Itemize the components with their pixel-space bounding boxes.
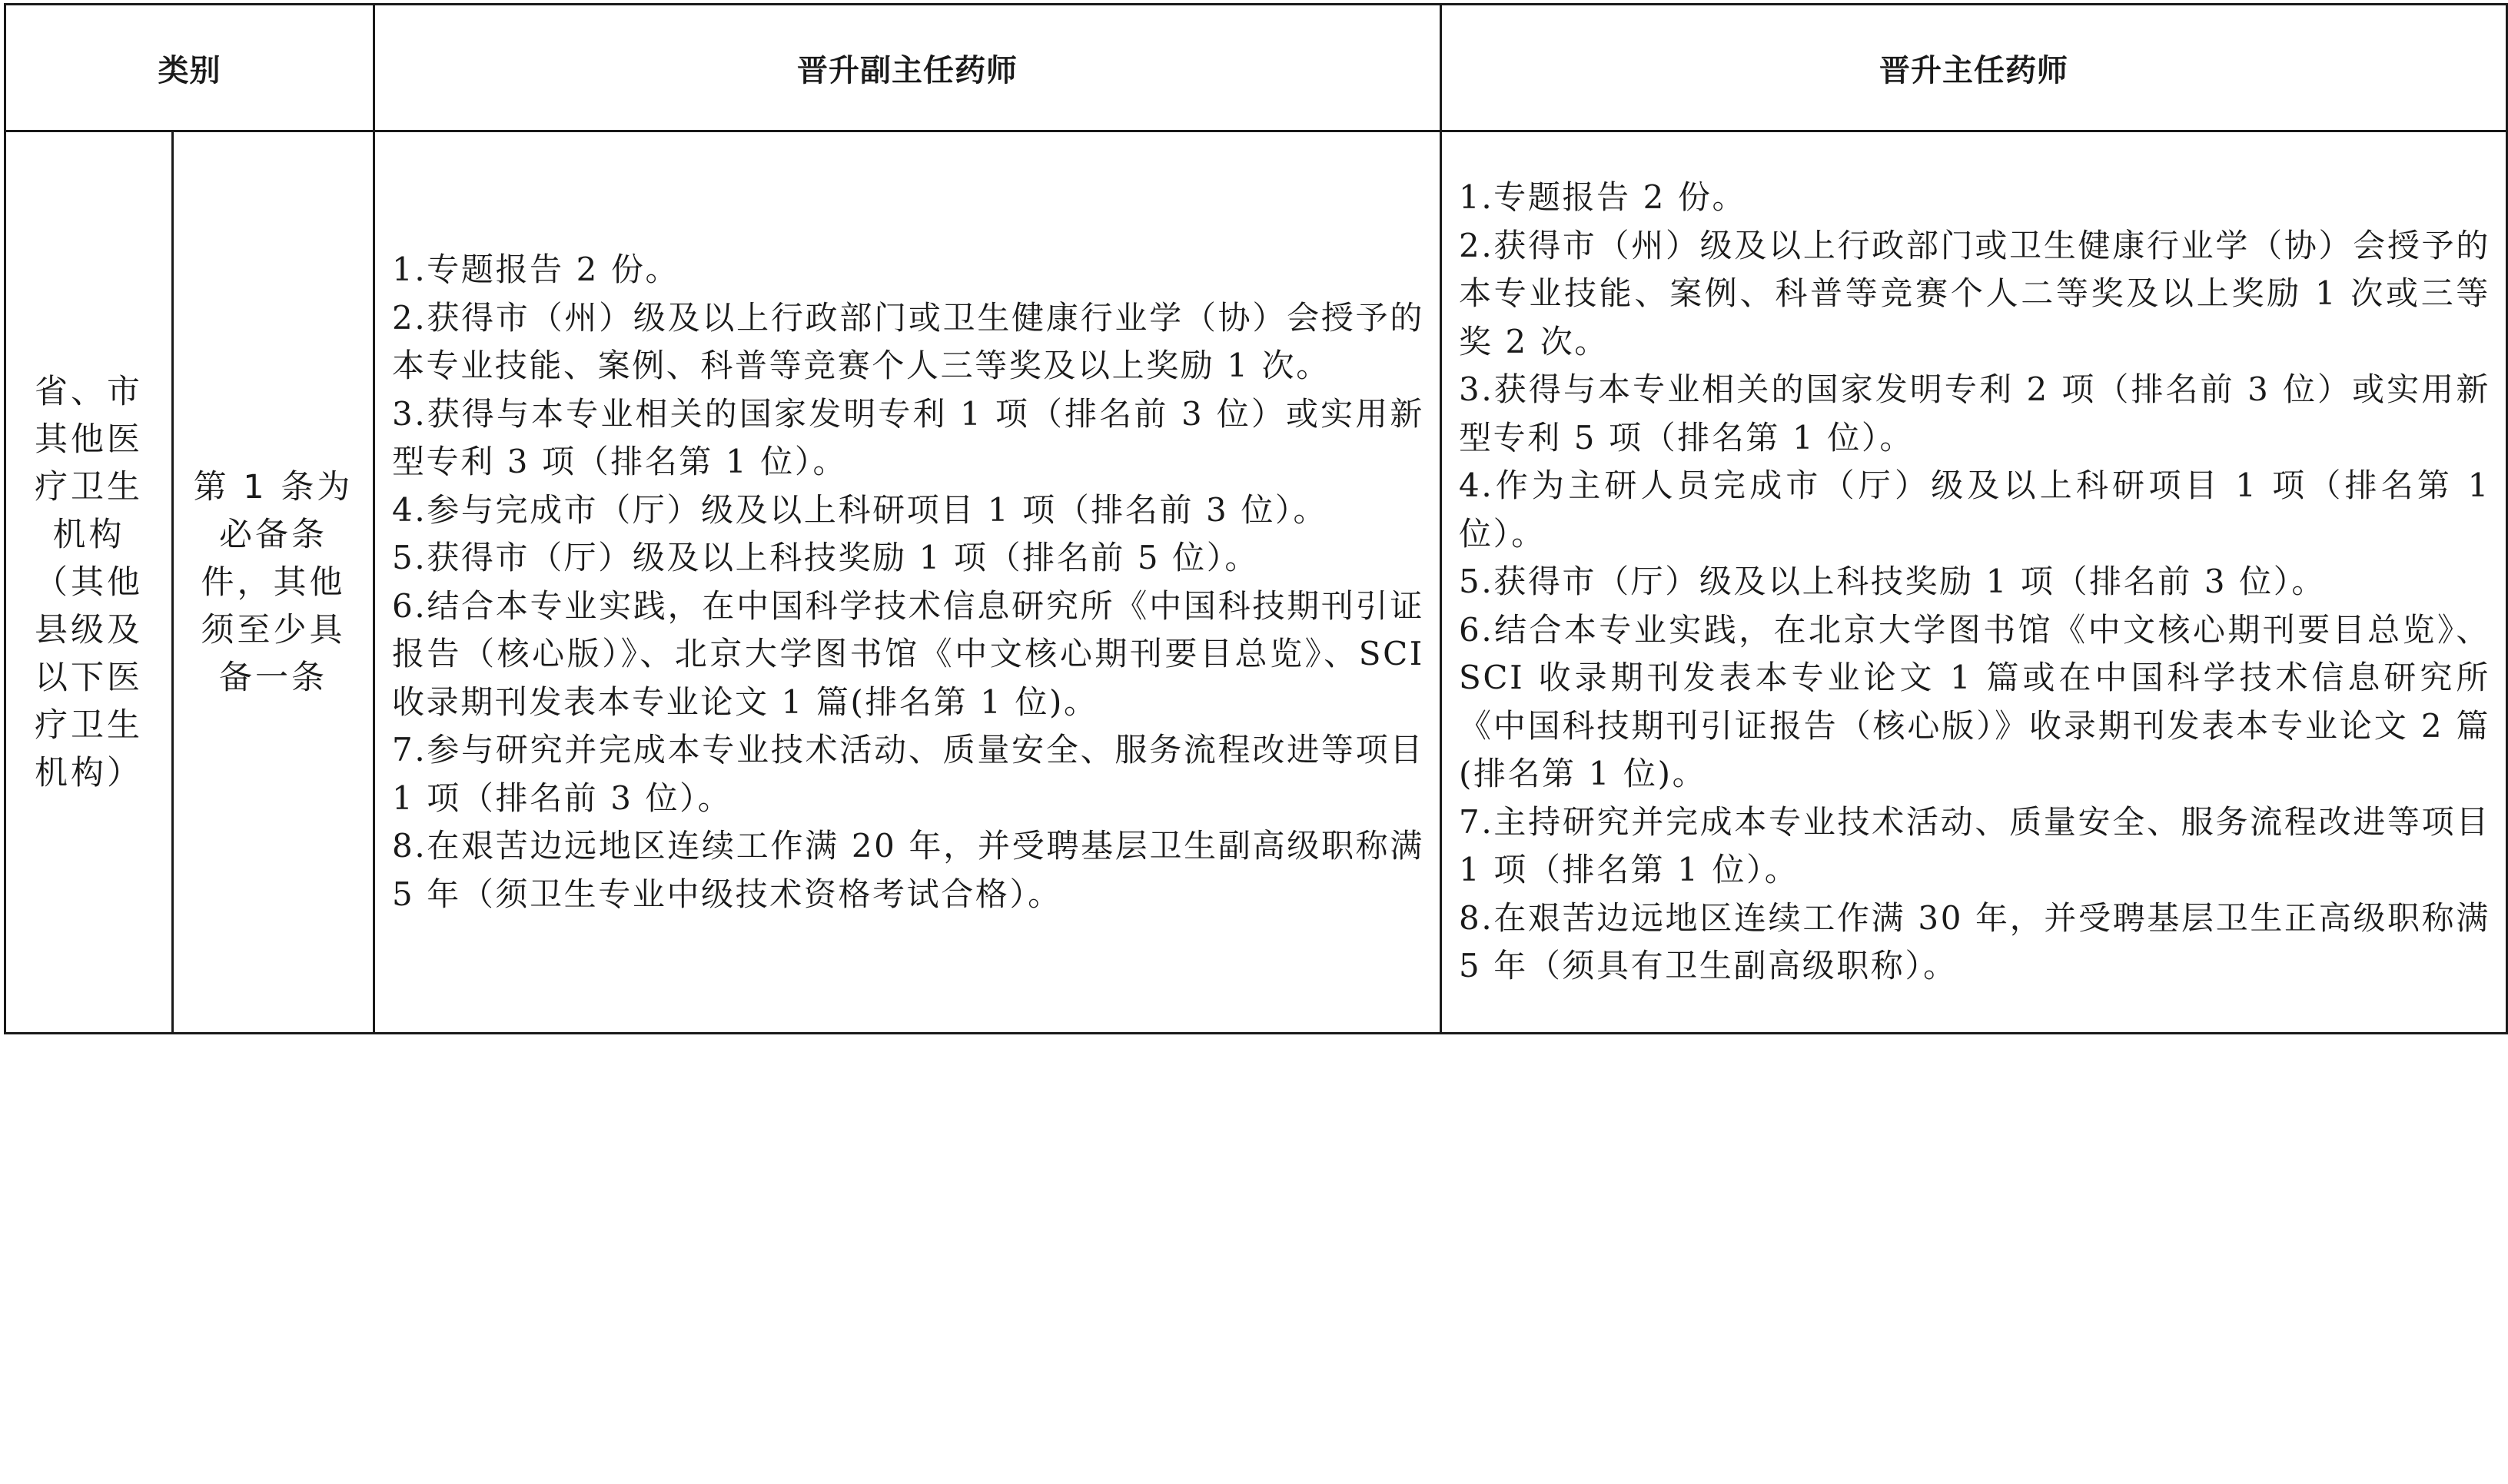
header-chief-pharmacist: 晋升主任药师 <box>1441 5 2507 131</box>
institution-cell <box>5 131 173 1034</box>
condition-line: 必备条 <box>219 515 327 554</box>
criteria-table <box>4 3 2508 1034</box>
condition-line: 件，其他 <box>201 563 346 602</box>
institution-line: 以下医 <box>35 658 143 697</box>
deputy-item: 6.结合本专业实践，在中国科学技术信息研究所《中国科技期刊引证报告（核心版）》、北京大学图书馆《中文核心期刊要目总览》、SCI 收录期刊发表本专业论文 1 篇(排名第 1 位)。 <box>392 586 1424 721</box>
deputy-item: 3.获得与本专业相关的国家发明专利 1 项（排名前 3 位）或实用新型专利 3 项（排名第 1 位）。 <box>392 394 1424 480</box>
header-row <box>5 5 2507 131</box>
institution-line: 疗卫生 <box>35 467 143 506</box>
institution-line: 其他医 <box>35 420 143 459</box>
chief-item: 6.结合本专业实践，在北京大学图书馆《中文核心期刊要目总览》、SCI 收录期刊发表本专业论文 1 篇或在中国科学技术信息研究所《中国科技期刊引证报告（核心版）》收录期刊发表本专业论文 2 篇(排名第 1 位)。 <box>1459 610 2490 793</box>
institution-line: 省、市 <box>35 372 143 411</box>
header-deputy-pharmacist: 晋升副主任药师 <box>374 5 1441 131</box>
chief-item: 3.获得与本专业相关的国家发明专利 2 项（排名前 3 位）或实用新型专利 5 项（排名第 1 位）。 <box>1459 370 2490 456</box>
chief-item: 2.获得市（州）级及以上行政部门或卫生健康行业学（协）会授予的本专业技能、案例、科普等竞赛个人二等奖及以上奖励 1 次或三等奖 2 次。 <box>1459 226 2490 360</box>
deputy-item: 8.在艰苦边远地区连续工作满 20 年，并受聘基层卫生副高级职称满 5 年（须卫生专业中级技术资格考试合格）。 <box>392 827 1424 913</box>
deputy-item: 4.参与完成市（厅）级及以上科研项目 1 项（排名前 3 位）。 <box>392 490 1328 529</box>
institution-line: 机构） <box>35 753 143 792</box>
chief-item: 8.在艰苦边远地区连续工作满 30 年，并受聘基层卫生正高级职称满 5 年（须具有卫生副高级职称）。 <box>1459 898 2490 985</box>
header-category: 类别 <box>5 5 374 131</box>
condition-line: 须至少具 <box>201 610 346 649</box>
criteria-row <box>5 131 2507 1034</box>
chief-item: 4.作为主研人员完成市（厅）级及以上科研项目 1 项（排名第 1 位）。 <box>1459 466 2490 553</box>
chief-item: 1.专题报告 2 份。 <box>1459 178 1747 217</box>
chief-item: 7.主持研究并完成本专业技术活动、质量安全、服务流程改进等项目 1 项（排名第 1 位）。 <box>1459 802 2490 889</box>
condition-line: 第 1 条为 <box>193 467 354 506</box>
chief-requirements-cell <box>1441 131 2507 1034</box>
institution-line: 疗卫生 <box>35 705 143 745</box>
deputy-item: 2.获得市（州）级及以上行政部门或卫生健康行业学（协）会授予的本专业技能、案例、科普等竞赛个人三等奖及以上奖励 1 次。 <box>392 298 1424 384</box>
institution-line: 机构 <box>52 515 125 554</box>
deputy-item: 1.专题报告 2 份。 <box>392 251 680 288</box>
deputy-requirements-cell <box>374 131 1441 1034</box>
deputy-item: 5.获得市（厅）级及以上科技奖励 1 项（排名前 5 位）。 <box>392 539 1259 576</box>
institution-line: （其他 <box>35 563 143 602</box>
chief-item: 5.获得市（厅）级及以上科技奖励 1 项（排名前 3 位）。 <box>1459 563 2326 601</box>
condition-line: 备一条 <box>219 658 327 697</box>
institution-line: 县级及 <box>35 610 143 649</box>
condition-cell <box>173 131 374 1034</box>
deputy-item: 7.参与研究并完成本专业技术活动、质量安全、服务流程改进等项目 1 项（排名前 3 位）。 <box>392 731 1424 817</box>
